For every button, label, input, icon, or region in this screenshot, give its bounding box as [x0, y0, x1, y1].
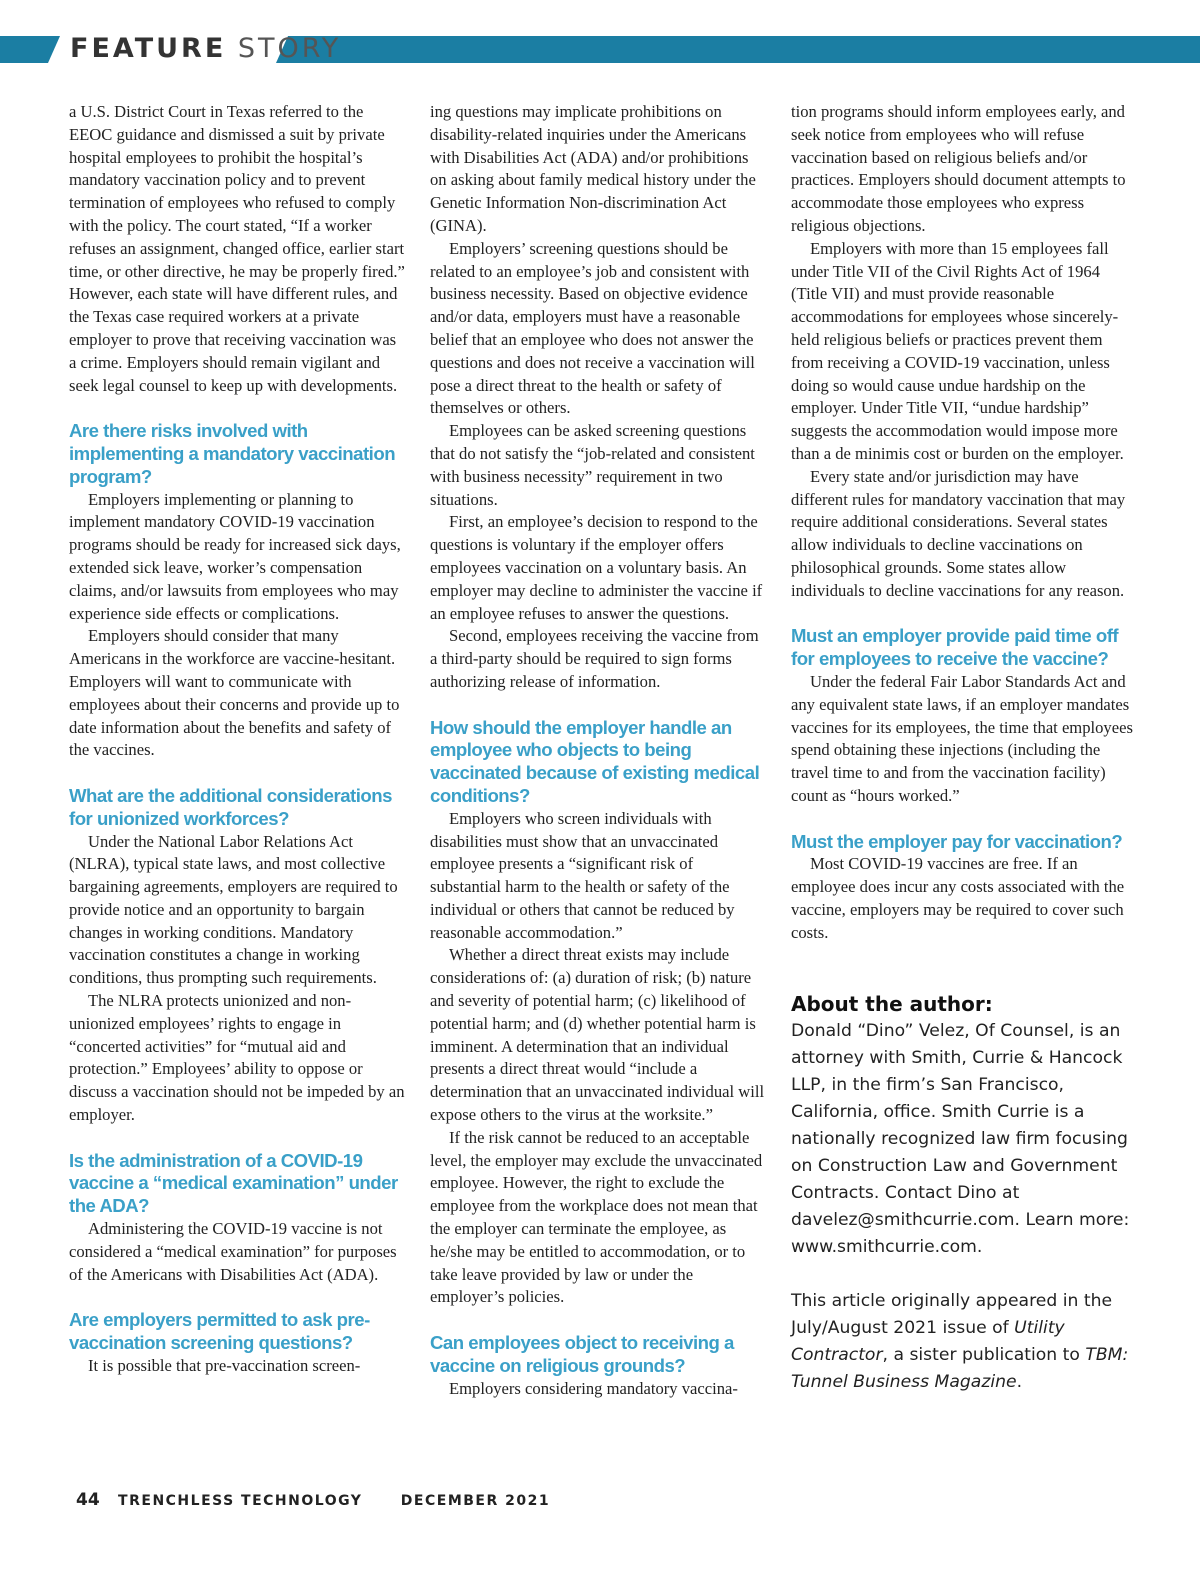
paragraph: It is possible that pre-vaccination screen-: [88, 1355, 361, 1375]
paragraph: Employers should consider that many Americans in the workforce are vaccine-hesitant. Employers will want to communicate with employees about their concerns and provide up to date information about the benefits and safety of the vaccines.: [69, 626, 400, 760]
publication-name: Utility Contractor: [791, 1318, 1065, 1366]
author-bio: Donald “Dino” Velez, Of Counsel, is an attorney with Smith, Currie & Hancock LLP, in the firm’s San Francisco, California, office. Smith Currie is a nationally recognized law firm focusing on Construction Law and Government Contracts. Contact Dino at davelez@smithcurrie.com. Learn more: www.smithcurrie.com.: [791, 1021, 1130, 1258]
section-label-light: STORY: [237, 33, 342, 64]
paragraph: Under the federal Fair Labor Standards Act and any equivalent state laws, if an employer mandates vaccines for its employees, the time that employees spend obtaining these injections (including the travel time to and from the vaccination facility) count as “hours worked.”: [791, 671, 1133, 805]
paragraph: The NLRA protects unionized and non-unionized employees’ rights to engage in “concerted activities” for “mutual aid and protection.” Employees’ ability to oppose or discuss a vaccination should not be impeded by an employer.: [69, 991, 405, 1125]
reprint-note: [791, 1288, 1136, 1396]
paragraph: Under the National Labor Relations Act (NLRA), typical state laws, and most collective bargaining agreements, employers are required to provide notice and an opportunity to bargain changes in working conditions. Mandatory vaccination constitutes a change in working conditions, thus prompting such requirements.: [69, 831, 398, 988]
paragraph: Whether a direct threat exists may include considerations of: (a) duration of risk; (b) nature and severity of potential harm; (c) likelihood of potential harm; and (d) whether potential harm is imminent. A determination that an individual presents a direct threat would “include a determination that an unvaccinated individual will expose others to the virus at the worksite.”: [430, 945, 765, 1125]
column-2: [430, 101, 768, 1400]
paragraph: Employers who screen individuals with disabilities must show that an unvaccinated employee presents a “significant risk of substantial harm to the health or safety of the individual or others that cannot be reduced by reasonable accommodation.”: [430, 808, 735, 942]
subheading: Must the employer pay for vaccination?: [791, 830, 1123, 852]
subheading: What are the additional considerations for unionized workforces?: [69, 784, 392, 829]
paragraph: Administering the COVID-19 vaccine is not considered a “medical examination” for purposes of the Americans with Disabilities Act (ADA).: [69, 1219, 397, 1284]
paragraph: ing questions may implicate prohibitions on disability-related inquiries under the Americans with Disabilities Act (ADA) and/or prohibitions on asking about family medical history under the Genetic Information Non-discrimination Act (GINA).: [430, 102, 756, 235]
subheading: Must an employer provide paid time off for employees to receive the vaccine?: [791, 625, 1119, 670]
paragraph: tion programs should inform employees early, and seek notice from employees who will refuse vaccination based on religious beliefs and/or practices. Employers should document attempts to accommodate those employees who express religious objections.: [791, 102, 1126, 235]
paragraph: a U.S. District Court in Texas referred to the EEOC guidance and dismissed a suit by private hospital employees to prohibit the hospital’s mandatory vaccination policy and to prevent termination of employees who refused to comply with the policy. The court stated, “If a worker refuses an assignment, changed office, earlier start time, or other directive, he may be properly fired.” However, each state will have different rules, and the Texas case required workers at a private employer to prove that receiving vaccination was a crime. Employers should remain vigilant and seek legal counsel to keep up with developments.: [69, 102, 405, 395]
paragraph: If the risk cannot be reduced to an acceptable level, the employer may exclude the unvaccinated employee. However, the right to exclude the employee from the workplace does not mean that the employer can terminate the employee, as he/she may be entitled to accommodation, or to take leave provided by law or under the employer’s policies.: [430, 1127, 763, 1307]
reprint-note-start: This article originally appeared in the July/August 2021 issue of: [791, 1291, 1113, 1339]
page-footer: [76, 1490, 550, 1510]
publication-name: TBM: Tunnel Business Magazine: [791, 1345, 1129, 1393]
paragraph: Most COVID-19 vaccines are free. If an employee does incur any costs associated with the vaccine, employers may be required to cover such costs.: [791, 854, 1125, 942]
reprint-note-end: .: [1016, 1372, 1023, 1393]
section-banner: [0, 33, 1200, 64]
reprint-note-mid: , a sister publication to: [882, 1345, 1086, 1366]
paragraph: Employees can be asked screening questions that do not satisfy the “job-related and consistent with business necessity” requirement in two situations.: [430, 421, 755, 509]
paragraph: Every state and/or jurisdiction may have different rules for mandatory vaccination that may require additional considerations. Several states allow individuals to decline vaccinations on philosophical grounds. Some states allow individuals to decline vaccinations for any reason.: [791, 466, 1126, 600]
section-label-bold: FEATURE: [70, 33, 227, 64]
subheading: Are employers permitted to ask pre-vaccination screening questions?: [69, 1309, 370, 1354]
issue-date: DECEMBER 2021: [400, 1493, 551, 1509]
paragraph: Employers’ screening questions should be related to an employee’s job and consistent with business necessity. Based on objective evidence and/or data, employers must have a reasonable belief that an employee who does not answer the questions and does not receive a vaccination will pose a direct threat to the health or safety of themselves or others.: [430, 238, 755, 418]
column-3: [791, 101, 1136, 1396]
page-number: 44: [76, 1490, 100, 1510]
paragraph: Employers with more than 15 employees fall under Title VII of the Civil Rights Act of 1964 (Title VII) and must provide reasonable accommodations for employees whose sincerely-held religious beliefs or practices prevent them from receiving a COVID-19 vaccination, unless doing so would cause undue hardship on the employer. Under Title VII, “undue hardship” suggests the accommodation would impose more than a de minimis cost or burden on the employer.: [791, 238, 1124, 463]
paragraph: Employers implementing or planning to implement mandatory COVID-19 vaccination programs should be ready for increased sick days, extended sick leave, worker’s compensation claims, and/or lawsuits from employees who may experience side effects or complications.: [69, 489, 401, 623]
magazine-name: TRENCHLESS TECHNOLOGY: [118, 1493, 363, 1509]
author-heading: About the author:: [791, 992, 993, 1017]
paragraph: Employers considering mandatory vaccina-: [449, 1378, 738, 1398]
subheading: Are there risks involved with implementing a mandatory vaccination program?: [69, 420, 396, 487]
paragraph: Second, employees receiving the vaccine from a third-party should be required to sign forms authorizing release of information.: [430, 626, 759, 691]
subheading: Is the administration of a COVID-19 vaccine a “medical examination” under the ADA?: [69, 1149, 398, 1217]
subheading: Can employees object to receiving a vaccine on religious grounds?: [430, 1332, 734, 1376]
column-1: [69, 101, 407, 1378]
paragraph: First, an employee’s decision to respond to the questions is voluntary if the employer offers employees vaccination on a voluntary basis. An employer may decline to administer the vaccine if an employee refuses to answer the questions.: [430, 512, 763, 623]
section-label: [70, 33, 341, 65]
subheading: How should the employer handle an employee who objects to being vaccinated because of existing medical conditions?: [430, 716, 760, 806]
